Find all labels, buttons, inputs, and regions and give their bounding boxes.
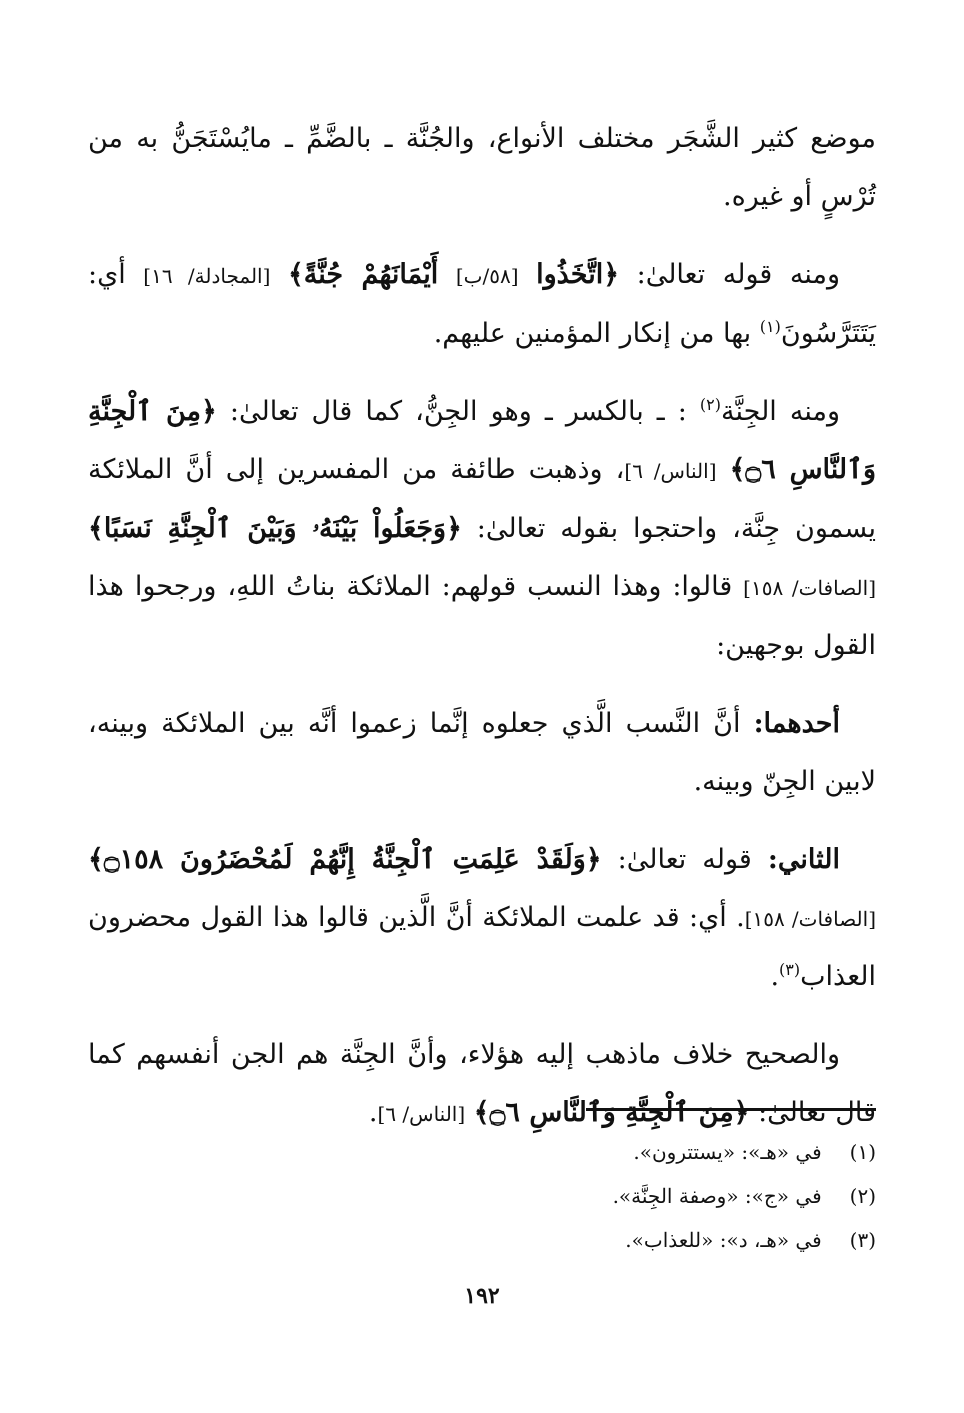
first-reason-label: أحدهما: <box>753 708 840 739</box>
paragraph-2-text-b: أي: يَتَتَرَّسُونَ <box>88 259 876 349</box>
paragraph-3-text-c: ، وذهبت طائفة من المفسرين إلى أنَّ الملائكة يسمون جِنَّة، واحتجوا بقوله تعالىٰ: <box>88 454 876 544</box>
paragraph-4 <box>88 695 876 811</box>
footnote-marker-3: (٣) <box>779 960 801 979</box>
verse-ref-4: [الصافات/ ١٥٨] <box>744 907 877 931</box>
paragraph-6 <box>88 1026 876 1143</box>
paragraph-5-text-b: . أي: قد علمت الملائكة أنَّ الَّذين قالوا هذا القول محضرون العذاب <box>88 902 876 992</box>
paragraph-3-text-a: ومنه الجِنَّة <box>721 396 840 427</box>
verse-ref-3: [الصافات/ ١٥٨] <box>743 576 876 600</box>
footnote-number: (١) <box>849 1140 876 1164</box>
paragraph-3 <box>88 383 876 675</box>
paragraph-5 <box>88 831 876 1006</box>
footnote-text: في «هـ، د»: «للعذاب». <box>625 1228 822 1252</box>
footnote-2 <box>88 1174 876 1218</box>
paragraph-6-text-a: والصحيح خلاف ماذهب إليه هؤلاء، وأنَّ الجِنَّة هم الجن أنفسهم كما قال تعالىٰ: <box>88 1039 876 1128</box>
quran-verse-1a: ﴿اتَّخَذُوا <box>536 259 620 290</box>
verse-ref-1: [المجادلة/ ١٦] <box>143 264 271 288</box>
verse-ref-2: [الناس/ ٦] <box>624 459 717 483</box>
footnote-text: في «ج»: «وصفة الجِنَّة». <box>612 1184 822 1208</box>
footnotes <box>88 1130 876 1262</box>
footnote-number: (٣) <box>849 1228 876 1252</box>
paragraph-2-text-c: بها من إنكار المؤمنين عليهم. <box>433 318 752 349</box>
quran-verse-2: ﴿مِنَ ٱلْجِنَّةِ وَٱلنَّاسِ ۝٦﴾ <box>88 396 877 485</box>
quran-verse-4: ﴿وَلَقَدْ عَلِمَتِ ٱلْجِنَّةُ إِنَّهُمْ لَمُحْضَرُونَ ۝١٥٨﴾ <box>88 844 602 875</box>
quran-verse-1b: أَيْمَانَهُمْ جُنَّةً﴾ <box>287 259 439 290</box>
footnote-separator <box>586 1108 876 1111</box>
second-reason-label: الثاني: <box>767 844 840 875</box>
paragraph-5-text-a: قوله تعالىٰ: <box>601 844 768 875</box>
paragraph-4-text: أنَّ النَّسب الَّذي جعلوه إنَّما زعموا أنَّه بين الملائكة وبينه، لابين الجِنّ وبينه. <box>88 708 876 797</box>
paragraph-3-text-b: : ـ بالكسر ـ وهو الجِنُّ، كما قال تعالىٰ: <box>216 396 687 427</box>
verse-ref-5: [الناس/ ٦] <box>377 1102 466 1126</box>
paragraph-2-text-a: ومنه قوله تعالىٰ: <box>619 259 840 290</box>
quran-verse-5: ﴿مِنَ ٱلْجِنَّةِ وَٱلنَّاسِ ۝٦﴾ <box>473 1097 750 1128</box>
footnote-marker-2: (٢) <box>699 395 722 414</box>
footnote-marker-1: (١) <box>759 317 781 336</box>
footnote-1 <box>88 1130 876 1174</box>
footnote-number: (٢) <box>849 1184 876 1208</box>
paragraph-1-text: موضع كثير الشَّجَر مختلف الأنواع، والجُنَّة ـ بالضَّمِّ ـ مايُسْتَجَنُّ به من تُرْسٍ أو غيره. <box>88 123 876 212</box>
quran-verse-3: ﴿وَجَعَلُواْ بَيْنَهُۥ وَبَيْنَ ٱلْجِنَّةِ نَسَبًا﴾ <box>88 513 462 544</box>
footnote-text: في «هـ»: «يستترون». <box>633 1140 822 1164</box>
paragraph-2 <box>88 246 876 363</box>
footnote-3 <box>88 1218 876 1262</box>
paragraph-3-text-d: قالوا: وهذا النسب قولهم: الملائكة بناتُ اللهِ، ورجحوا هذا القول بوجهين: <box>88 571 876 661</box>
paragraph-5-text-c: . <box>770 961 780 992</box>
paragraph-1 <box>88 110 876 226</box>
page-number: ١٩٢ <box>464 1283 500 1309</box>
manuscript-ref: [٥٨/ب] <box>455 264 519 288</box>
paragraph-6-text-b: . <box>368 1097 378 1128</box>
